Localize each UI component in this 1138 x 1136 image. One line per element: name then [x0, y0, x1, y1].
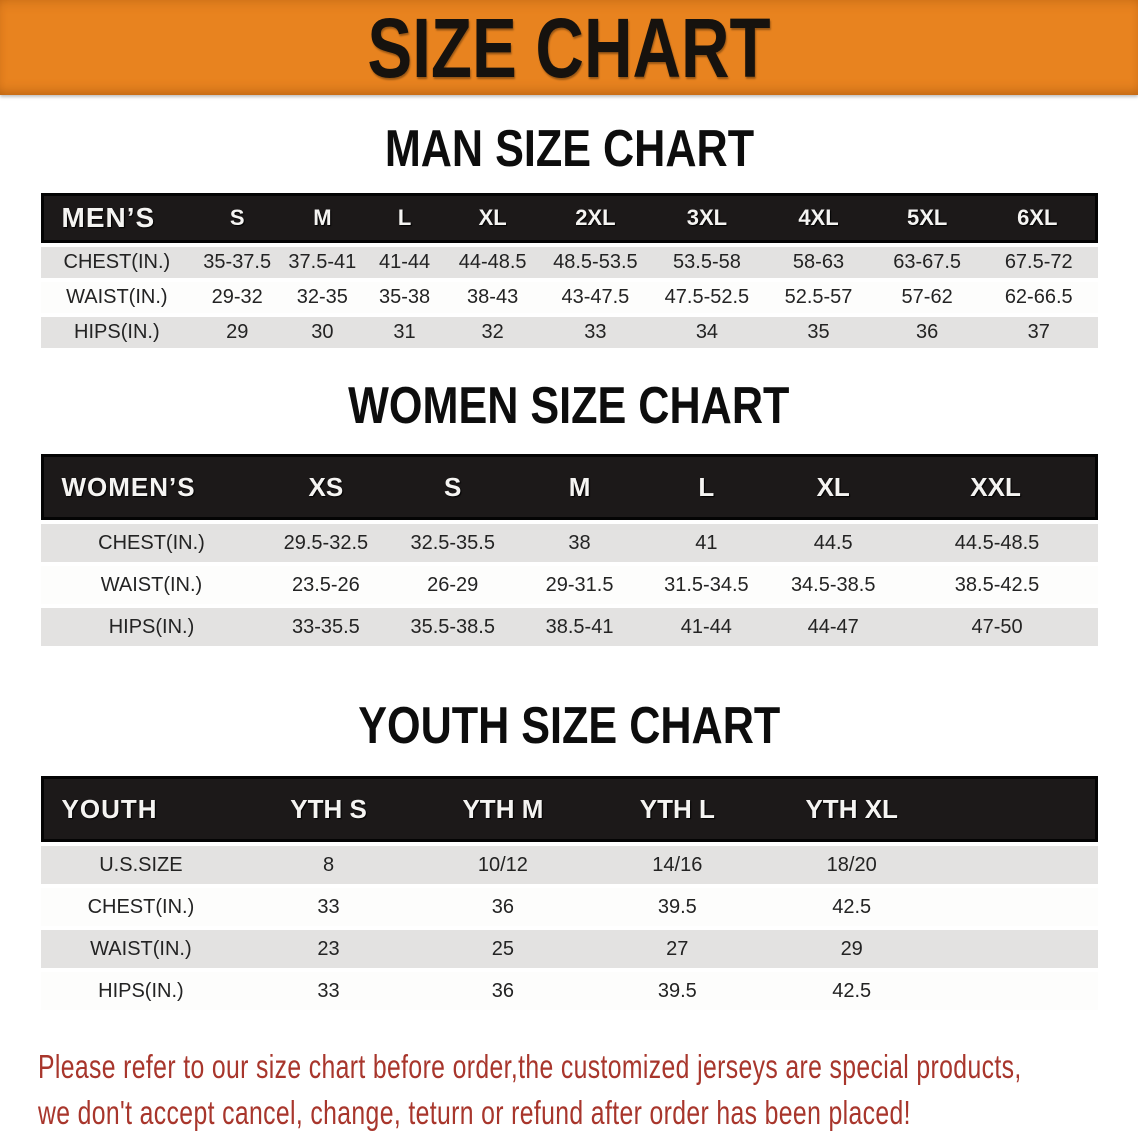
- size-cell: 36: [874, 317, 980, 348]
- page-title-text: SIZE CHART: [367, 0, 771, 95]
- size-cell: 44.5: [770, 524, 897, 562]
- size-cell: 47-50: [897, 608, 1098, 646]
- size-cell: 29.5-32.5: [262, 524, 389, 562]
- size-cell: 33: [241, 888, 415, 926]
- size-cell: 29: [765, 930, 939, 968]
- page-title: [317, 0, 821, 95]
- youth-section-heading-text: YOUTH SIZE CHART: [357, 697, 781, 755]
- row-label: HIPS(IN.): [41, 608, 263, 646]
- column-header: 4XL: [763, 193, 875, 243]
- size-cell: 34.5-38.5: [770, 566, 897, 604]
- size-cell: 62-66.5: [980, 282, 1098, 313]
- table-row: [41, 846, 1098, 884]
- column-header: YTH L: [590, 776, 764, 842]
- size-cell: 30: [281, 317, 363, 348]
- size-cell: 42.5: [765, 888, 939, 926]
- size-cell: 47.5-52.5: [651, 282, 763, 313]
- youth-size-table: [41, 772, 1098, 1014]
- table-row: [41, 524, 1098, 562]
- women-section-heading: [0, 377, 1138, 435]
- table-row: [41, 282, 1098, 313]
- size-cell: 42.5: [765, 972, 939, 1010]
- size-cell: 43-47.5: [540, 282, 652, 313]
- men-table-label: MEN’S: [41, 193, 194, 243]
- size-cell: 52.5-57: [763, 282, 875, 313]
- disclaimer-line-1: Please refer to our size chart before order,the customized jerseys are special products,: [38, 1048, 1022, 1085]
- size-cell: 14/16: [590, 846, 764, 884]
- men-size-table: [41, 189, 1098, 352]
- row-label: CHEST(IN.): [41, 888, 242, 926]
- man-section-heading-text: MAN SIZE CHART: [384, 120, 754, 178]
- size-cell: 36: [416, 888, 590, 926]
- size-cell: 8: [241, 846, 415, 884]
- table-row: [41, 566, 1098, 604]
- size-cell: 32-35: [281, 282, 363, 313]
- row-label: WAIST(IN.): [41, 282, 194, 313]
- size-cell: 33: [540, 317, 652, 348]
- table-row: [41, 972, 1098, 1010]
- size-cell: 44-47: [770, 608, 897, 646]
- table-row: [41, 608, 1098, 646]
- size-cell: 33: [241, 972, 415, 1010]
- filler-cell: [939, 776, 1098, 842]
- row-label: HIPS(IN.): [41, 972, 242, 1010]
- women-section-heading-text: WOMEN SIZE CHART: [348, 377, 790, 435]
- size-cell: 37.5-41: [281, 247, 363, 278]
- column-header: S: [193, 193, 281, 243]
- row-label: CHEST(IN.): [41, 524, 263, 562]
- column-header: M: [516, 454, 643, 520]
- size-cell: 39.5: [590, 972, 764, 1010]
- size-cell: 41: [643, 524, 770, 562]
- size-cell: 23.5-26: [262, 566, 389, 604]
- row-label: HIPS(IN.): [41, 317, 194, 348]
- column-header: XL: [770, 454, 897, 520]
- size-cell: 29: [193, 317, 281, 348]
- size-cell: 31.5-34.5: [643, 566, 770, 604]
- size-cell: 44.5-48.5: [897, 524, 1098, 562]
- column-header: YTH M: [416, 776, 590, 842]
- size-cell: 41-44: [363, 247, 445, 278]
- size-cell: 35: [763, 317, 875, 348]
- filler-cell: [939, 888, 1098, 926]
- size-cell: 26-29: [389, 566, 516, 604]
- size-chart-banner: [0, 0, 1138, 95]
- men-table-header-row: [41, 193, 1098, 243]
- size-cell: 57-62: [874, 282, 980, 313]
- size-cell: 37: [980, 317, 1098, 348]
- row-label: CHEST(IN.): [41, 247, 194, 278]
- size-cell: 31: [363, 317, 445, 348]
- filler-cell: [939, 930, 1098, 968]
- size-cell: 23: [241, 930, 415, 968]
- size-cell: 67.5-72: [980, 247, 1098, 278]
- size-cell: 33-35.5: [262, 608, 389, 646]
- size-cell: 39.5: [590, 888, 764, 926]
- size-cell: 32: [446, 317, 540, 348]
- size-cell: 38.5-42.5: [897, 566, 1098, 604]
- table-row: [41, 317, 1098, 348]
- size-cell: 58-63: [763, 247, 875, 278]
- table-row: [41, 247, 1098, 278]
- women-size-table: [41, 450, 1098, 650]
- size-cell: 10/12: [416, 846, 590, 884]
- disclaimer-line-2: we don't accept cancel, change, teturn or refund after order has been placed!: [38, 1094, 911, 1131]
- youth-section-heading: [0, 697, 1138, 755]
- size-cell: 48.5-53.5: [540, 247, 652, 278]
- size-cell: 44-48.5: [446, 247, 540, 278]
- size-cell: 35.5-38.5: [389, 608, 516, 646]
- table-row: [41, 888, 1098, 926]
- size-cell: 18/20: [765, 846, 939, 884]
- size-cell: 29-31.5: [516, 566, 643, 604]
- column-header: L: [643, 454, 770, 520]
- disclaimer: [0, 1044, 1138, 1136]
- row-label: WAIST(IN.): [41, 566, 263, 604]
- column-header: 6XL: [980, 193, 1098, 243]
- column-header: 5XL: [874, 193, 980, 243]
- man-section-heading: [0, 120, 1138, 178]
- size-cell: 53.5-58: [651, 247, 763, 278]
- size-cell: 38-43: [446, 282, 540, 313]
- row-label: WAIST(IN.): [41, 930, 242, 968]
- women-table-header-row: [41, 454, 1098, 520]
- size-cell: 38: [516, 524, 643, 562]
- size-cell: 29-32: [193, 282, 281, 313]
- size-cell: 38.5-41: [516, 608, 643, 646]
- column-header: 2XL: [540, 193, 652, 243]
- row-label: U.S.SIZE: [41, 846, 242, 884]
- column-header: XS: [262, 454, 389, 520]
- women-table-label: WOMEN’S: [41, 454, 263, 520]
- size-cell: 41-44: [643, 608, 770, 646]
- column-header: S: [389, 454, 516, 520]
- youth-table-label: YOUTH: [41, 776, 242, 842]
- size-cell: 27: [590, 930, 764, 968]
- size-cell: 32.5-35.5: [389, 524, 516, 562]
- size-cell: 35-38: [363, 282, 445, 313]
- column-header: 3XL: [651, 193, 763, 243]
- column-header: M: [281, 193, 363, 243]
- size-cell: 34: [651, 317, 763, 348]
- size-cell: 36: [416, 972, 590, 1010]
- size-cell: 35-37.5: [193, 247, 281, 278]
- column-header: YTH XL: [765, 776, 939, 842]
- size-cell: 63-67.5: [874, 247, 980, 278]
- table-row: [41, 930, 1098, 968]
- size-cell: 25: [416, 930, 590, 968]
- column-header: XL: [446, 193, 540, 243]
- column-header: YTH S: [241, 776, 415, 842]
- filler-cell: [939, 846, 1098, 884]
- column-header: XXL: [897, 454, 1098, 520]
- filler-cell: [939, 972, 1098, 1010]
- column-header: L: [363, 193, 445, 243]
- youth-table-header-row: [41, 776, 1098, 842]
